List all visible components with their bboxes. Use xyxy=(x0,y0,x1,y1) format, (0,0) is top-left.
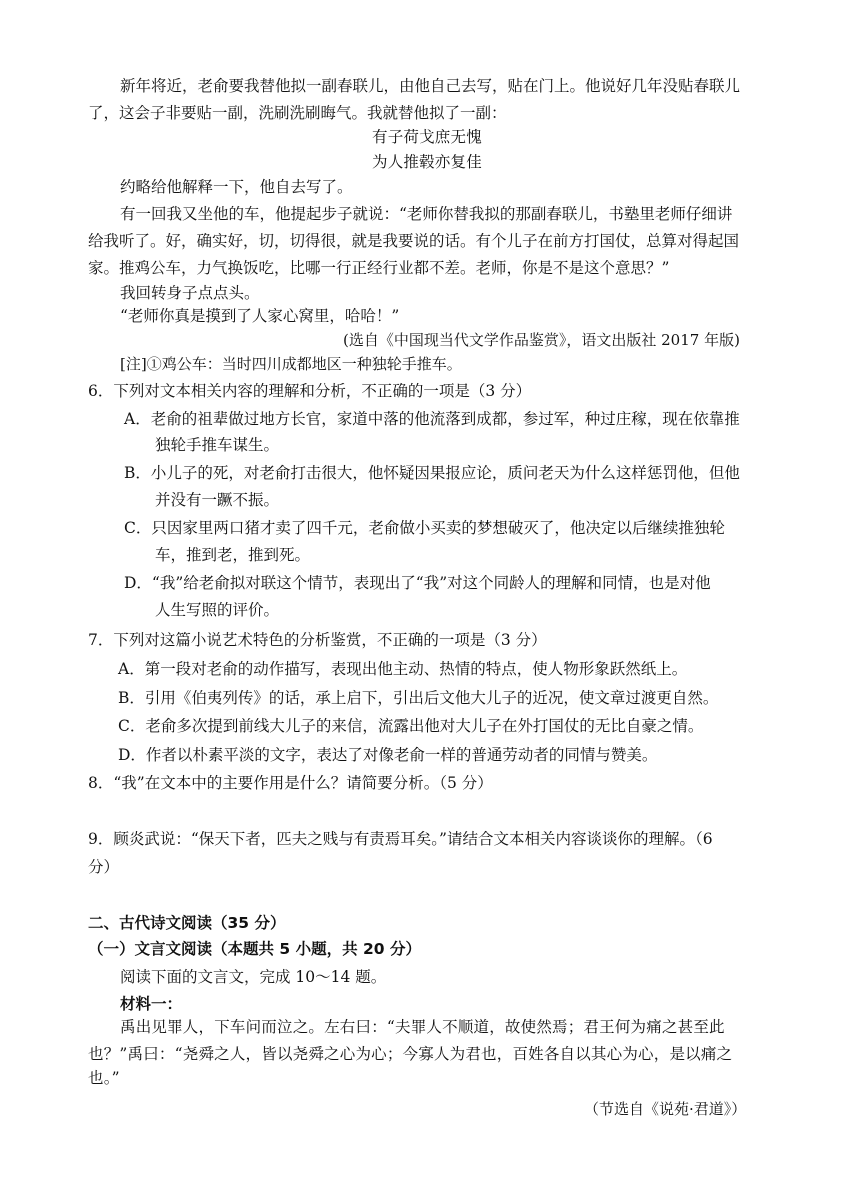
q7-option-a: A．第一段对老俞的动作描写，表现出他主动、热情的特点，使人物形象跃然纸上。 xyxy=(118,660,688,678)
q6-option-c-line2: 车，推到老，推到死。 xyxy=(155,546,311,564)
q6-option-d-line2: 人生写照的评价。 xyxy=(155,601,280,619)
material1-line3: 也。” xyxy=(88,1069,120,1087)
material1-source: （节选自《说苑·君道》） xyxy=(584,1100,747,1118)
passage-p3-line1: 有一回我又坐他的车，他提起步子就说：“老师你替我拟的那副春联儿，书塾里老师仔细讲 xyxy=(120,205,733,223)
passage-p1-line1: 新年将近，老俞要我替他拟一副春联儿，由他自己去写，贴在门上。他说好几年没贴春联儿 xyxy=(120,77,741,95)
couplet-line1: 有子荷戈庶无愧 xyxy=(372,128,482,146)
q6-option-c-line1: C．只因家里两口猪才卖了四千元，老俞做小买卖的梦想破灭了，他决定以后继续推独轮 xyxy=(124,519,725,537)
passage-p1-line2: 了，这会子非要贴一副，洗刷洗刷晦气。我就替他拟了一副： xyxy=(88,104,507,122)
material1-label: 材料一： xyxy=(120,995,183,1013)
couplet-line2: 为人推毂亦复佳 xyxy=(372,153,482,171)
passage-source: (选自《中国现当代文学作品鉴赏》，语文出版社 2017 年版) xyxy=(343,331,740,349)
q6-option-b-line1: B．小儿子的死，对老俞打击很大，他怀疑因果报应论，质问老天为什么这样惩罚他，但他 xyxy=(124,464,740,482)
passage-note: [注]①鸡公车：当时四川成都地区一种独轮手推车。 xyxy=(120,355,462,373)
q6-option-b-line2: 并没有一蹶不振。 xyxy=(155,491,280,509)
q8-stem: 8．“我”在文本中的主要作用是什么？请简要分析。（5 分） xyxy=(88,774,493,792)
passage-p4: 我回转身子点点头。 xyxy=(120,284,260,302)
passage-p3-line3: 家。推鸡公车，力气换饭吃，比哪一行正经行业都不差。老师，你是不是这个意思？” xyxy=(88,259,670,277)
q7-option-b: B．引用《伯夷列传》的话，承上启下，引出后文他大儿子的近况，使文章过渡更自然。 xyxy=(118,689,719,707)
q6-stem: 6．下列对文本相关内容的理解和分析，不正确的一项是（3 分） xyxy=(88,382,532,400)
q7-stem: 7．下列对这篇小说艺术特色的分析鉴赏，不正确的一项是（3 分） xyxy=(88,631,547,649)
passage-p5: “老师你真是摸到了人家心窝里，哈哈！” xyxy=(120,307,400,325)
section2-instruction: 阅读下面的文言文，完成 10～14 题。 xyxy=(120,968,387,986)
q7-option-d: D．作者以朴素平淡的文字，表达了对像老俞一样的普通劳动者的同情与赞美。 xyxy=(118,746,658,764)
section2-title: 二、古代诗文阅读（35 分） xyxy=(88,914,286,932)
q6-option-a-line1: A．老俞的祖辈做过地方长官，家道中落的他流落到成都，参过军，种过庄稼，现在依靠推 xyxy=(124,410,740,428)
material1-line1: 禹出见罪人，下车问而泣之。左右曰：“夫罪人不顺道，故使然焉；君王何为痛之甚至此 xyxy=(120,1018,725,1036)
passage-p2: 约略给他解释一下，他自去写了。 xyxy=(120,178,353,196)
q9-line2: 分） xyxy=(88,858,120,876)
q9-line1: 9．顾炎武说：“保天下者，匹夫之贱与有责焉耳矣。”请结合文本相关内容谈谈你的理解。（6 xyxy=(88,830,713,848)
q7-option-c: C．老俞多次提到前线大儿子的来信，流露出他对大儿子在外打国仗的无比自豪之情。 xyxy=(118,717,704,735)
passage-p3-line2: 给我听了。好，确实好，切，切得很，就是我要说的话。有个儿子在前方打国仗，总算对得起国 xyxy=(88,232,740,250)
section2-subtitle: （一）文言文阅读（本题共 5 小题，共 20 分） xyxy=(88,940,421,958)
q6-option-a-line2: 独轮手推车谋生。 xyxy=(155,436,280,454)
q6-option-d-line1: D．“我”给老俞拟对联这个情节，表现出了“我”对这个同龄人的理解和同情，也是对他 xyxy=(124,574,711,592)
material1-line2: 也？”禹曰：“尧舜之人，皆以尧舜之心为心；今寡人为君也，百姓各自以其心为心，是以痛之 xyxy=(88,1045,733,1063)
